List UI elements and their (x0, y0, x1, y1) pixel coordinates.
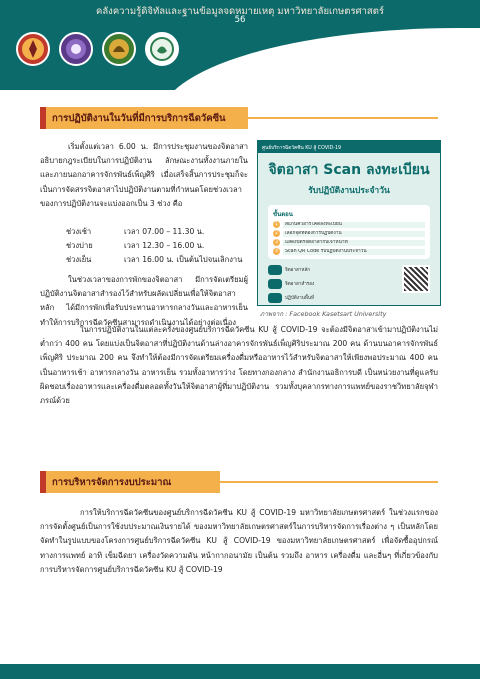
section-heading-budget: การบริหารจัดการงบประมาณ (40, 471, 220, 493)
shift-label: ช่วงบ่าย (66, 241, 93, 250)
qr-code-icon (402, 265, 430, 293)
emblem-green-icon (145, 32, 179, 66)
poster-step (273, 230, 425, 237)
step-text: Scan QR Code รับปฏิบัติงานประจำวัน (283, 249, 425, 255)
schedule-row (66, 225, 242, 239)
step-number-4: 4 (273, 248, 280, 255)
page-number: 56 (234, 15, 246, 25)
poster-item-text: จิตอาสาหลัก (285, 267, 311, 273)
paragraph-break-rotation: ในช่วงเวลาของการพักของจิตอาสา มีการจัดเตรียมผู้ปฏิบัติงานจิตอาสาสำรองไว้สำหรับผลัดเปลี่ยนเพื่อให้จิตอาสาหลัก ได้มีการพักเพื่อรับประทานอาหารกลางวันและอาหารเย็น ทำให้การบริการฉีดวัคซีนสามารถดำเนินงานได้อย่างต่อเนื่อง (40, 275, 248, 327)
section-heading-vaccination-work: การปฏิบัติงานในวันที่มีการบริการฉีดวัคซีน (40, 107, 248, 129)
schedule-row (66, 253, 242, 267)
schedule-row (66, 239, 242, 253)
volunteer-poster-image (257, 140, 441, 306)
step-number-3: 3 (273, 239, 280, 246)
emblem-purple-icon (59, 32, 93, 66)
shift-time: เวลา 07.00 – 11.30 น. (124, 227, 205, 236)
shift-label: ช่วงเย็น (66, 255, 92, 264)
paragraph-intro: เริ่มตั้งแต่เวลา 6.00 น. มีการประชุมงานของจิตอาสาอธิบายกฎระเบียบในการปฏิบัติงาน ลักษณะงานทั้งงานภายในและภายนอกอาคารจักรพันธ์เพ็ญศิริ เมื่อเสร็จสิ้นการประชุมก็จะเป็นการจัดสรรจิตอาสาไปปฏิบัติงานตามที่กำหนดโดยช่วงเวลาของการปฏิบัติงานจะแบ่งออกเป็น 3 ช่วง คือ (40, 142, 248, 208)
poster-item (268, 293, 396, 303)
step-text: เลือกจุดที่ต้องการปฏิบัติงาน (283, 231, 425, 237)
poster-subtitle: รับปฏิบัติงานประจำวัน (308, 186, 390, 196)
ku-badge-icon (268, 265, 282, 275)
ku-badge-icon (268, 279, 282, 289)
document-title: คลังความรู้ดิจิทัลและฐานข้อมูลจดหมายเหตุ มหาวิทยาลัยเกษตรศาสตร์ (96, 6, 384, 17)
poster-step (273, 239, 425, 246)
poster-bottom (268, 265, 430, 306)
shift-label: ช่วงเช้า (66, 227, 92, 236)
poster-item-text: ปฏิบัติงานพื้นที่ (285, 295, 315, 301)
footer-band (0, 664, 480, 679)
shift-time: เวลา 12.30 – 16.00 น. (124, 241, 205, 250)
emblem-gold-icon (102, 32, 136, 66)
shift-schedule (66, 225, 242, 267)
ku-badge-icon (268, 293, 282, 303)
poster-item (268, 265, 396, 275)
poster-top-bar: ศูนย์บริการฉีดวัคซีน KU สู้ COVID-19 (258, 141, 440, 153)
paragraph-budget: การให้บริการฉีดวัคซีนของศูนย์บริการฉีดวัคซีน KU สู้ COVID-19 มหาวิทยาลัยเกษตรศาสตร์ ในช่วงแรกของการจัดตั้งศูนย์เป็นการใช้งบประมาณเงินรายได้ ของมหาวิทยาลัยเกษตรศาสตร์ในการบริหารจัดการเรื่องต่าง ๆ เป็นหลักโดยจัดทำในรูปแบบของโครงการศูนย์บริการฉีดวัคซีน KU สู้ COVID-19 ของมหาวิทยาลัยเกษตรศาสตร์ เพื่อจัดซื้ออุปกรณ์ทางการแพทย์ อาทิ เข็มฉีดยา เครื่องวัดความดัน หน้ากากอนามัย เป็นต้น รวมถึง อาหาร เครื่องดื่ม และอื่นๆ ที่เกี่ยวข้องกับการบริหารจัดการศูนย์บริการฉีดวัคซีน KU สู้ COVID-19 (40, 508, 438, 574)
poster-steps (268, 205, 430, 259)
poster-items (268, 265, 396, 306)
section-divider (220, 481, 438, 483)
section-divider (248, 117, 438, 119)
logo-row (16, 32, 179, 66)
poster-item (268, 279, 396, 289)
step-number-2: 2 (273, 230, 280, 237)
shift-time: เวลา 16.00 น. เป็นต้นไปจนเลิกงาน (124, 255, 243, 264)
poster-step (273, 248, 425, 255)
poster-item-text: จิตอาสาสำรอง (285, 281, 315, 287)
step-text: สแกนคิวอาร์โค้ดลงทะเบียน (283, 222, 425, 228)
step-text: แสดงบัตรจิตอาสากับเจ้าหน้าที่ (283, 240, 425, 246)
paragraph-volunteer-count: ในการปฏิบัติงานในแต่ละครั้งของศูนย์บริการฉีดวัคซีน KU สู้ COVID-19 จะต้องมีจิตอาสาเข้ามาปฏิบัติงานไม่ต่ำกว่า 400 คน โดยแบ่งเป็นจิตอาสาที่ปฏิบัติงานด้านล่างอาคารจักรพันธ์เพ็ญศิริประมาณ 200 คน ด้านบนอาคารจักรพันธ์เพ็ญศิริ ประมาณ 200 คน จึงทำให้ต้องมีการจัดเตรียมเครื่องดื่มหรืออาหารไว้สำหรับจิตอาสาให้เพียงพอประมาณ 400 คน เป็นอาหารเช้า อาหารกลางวัน อาหารเย็น รวมทั้งอาหารว่าง โดยทางกองกลาง สำนักงานอธิการบดี เป็นหน่วยงานที่ดูแลรับผิดชอบเรื่องอาหารและเครื่องดื่มตลอดทั้งวันให้จิตอาสาผู้ที่มาปฏิบัติงาน รวมทั้งบุคลากรทางการแพทย์ของราชวิทยาลัยจุฬาภรณ์ด้วย (40, 325, 438, 406)
poster-title: จิตอาสา Scan ลงทะเบียน (268, 162, 430, 178)
university-seal-icon (16, 32, 50, 66)
poster-step (273, 221, 425, 228)
poster-steps-heading: ขั้นตอน (273, 211, 293, 218)
step-number-1: 1 (273, 221, 280, 228)
image-caption: ภาพจาก : Facebook Kasetsart University (260, 310, 387, 318)
